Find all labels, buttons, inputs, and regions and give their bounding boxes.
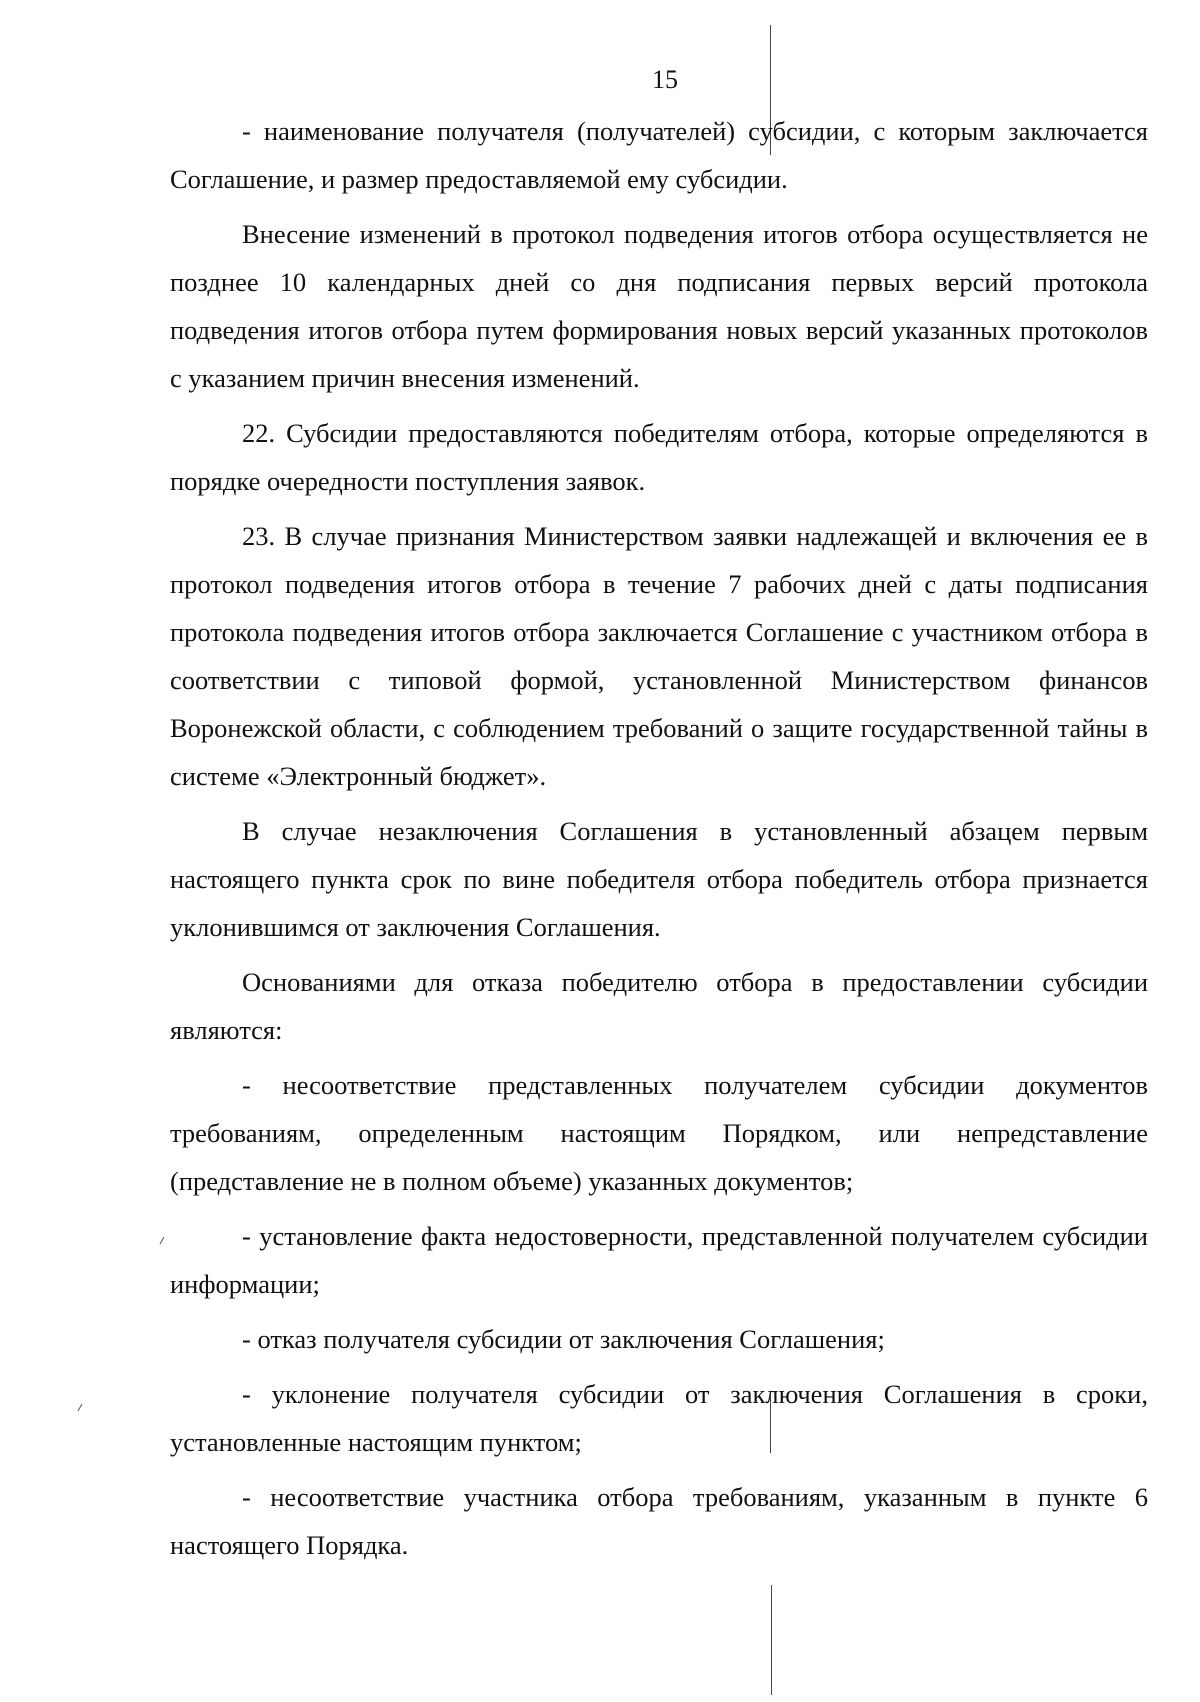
list-item-documents-mismatch: - несоответствие представленных получателем субсидии документов требованиям, определенным настоящим Порядком, или непредставление (представление не в полном объеме) указанных документов;	[170, 1070, 1148, 1196]
paragraph-refusal-grounds: Основаниями для отказа победителю отбора в предоставлении субсидии являются:	[170, 967, 1148, 1045]
list-item-evasion: - уклонение получателя субсидии от заключения Соглашения в сроки, установленные настоящим пунктом;	[170, 1379, 1148, 1457]
paragraph-item-22: 22. Субсидии предоставляются победителям отбора, которые определяются в порядке очередности поступления заявок.	[170, 418, 1148, 496]
paragraph-recipient-name: - наименование получателя (получателей) субсидии, с которым заключается Соглашение, и размер предоставляемой ему субсидии.	[170, 116, 1148, 194]
paragraph-non-conclusion: В случае незаключения Соглашения в установленный абзацем первым настоящего пункта срок по вине победителя отбора победитель отбора признается уклонившимся от заключения Соглашения.	[170, 816, 1148, 942]
scan-mark-left-upper	[160, 1237, 165, 1244]
page-number: 15	[652, 65, 678, 94]
list-item-false-information: - установление факта недостоверности, представленной получателем субсидии информации;	[170, 1221, 1148, 1299]
paragraph-protocol-changes: Внесение изменений в протокол подведения итогов отбора осуществляется не позднее 10 календарных дней со дня подписания первых версий протокола подведения итогов отбора путем формирования новых версий указанных протоколов с указанием причин внесения изменений.	[170, 219, 1148, 393]
document-body	[170, 107, 1148, 1569]
scan-mark-left-lower	[78, 1404, 83, 1411]
scan-fold-line-bottom	[771, 1585, 772, 1695]
list-item-refusal-to-sign: - отказ получателя субсидии от заключения Соглашения;	[242, 1324, 885, 1354]
list-item-requirements-mismatch: - несоответствие участника отбора требованиям, указанным в пункте 6 настоящего Порядка.	[170, 1482, 1148, 1560]
paragraph-item-23: 23. В случае признания Министерством заявки надлежащей и включения ее в протокол подведения итогов отбора в течение 7 рабочих дней с даты подписания протокола подведения итогов отбора заключается Соглашение с участником отбора в соответствии с типовой формой, установленной Министерством финансов Воронежской области, с соблюдением требований о защите государственной тайны в системе «Электронный бюджет».	[170, 521, 1148, 791]
